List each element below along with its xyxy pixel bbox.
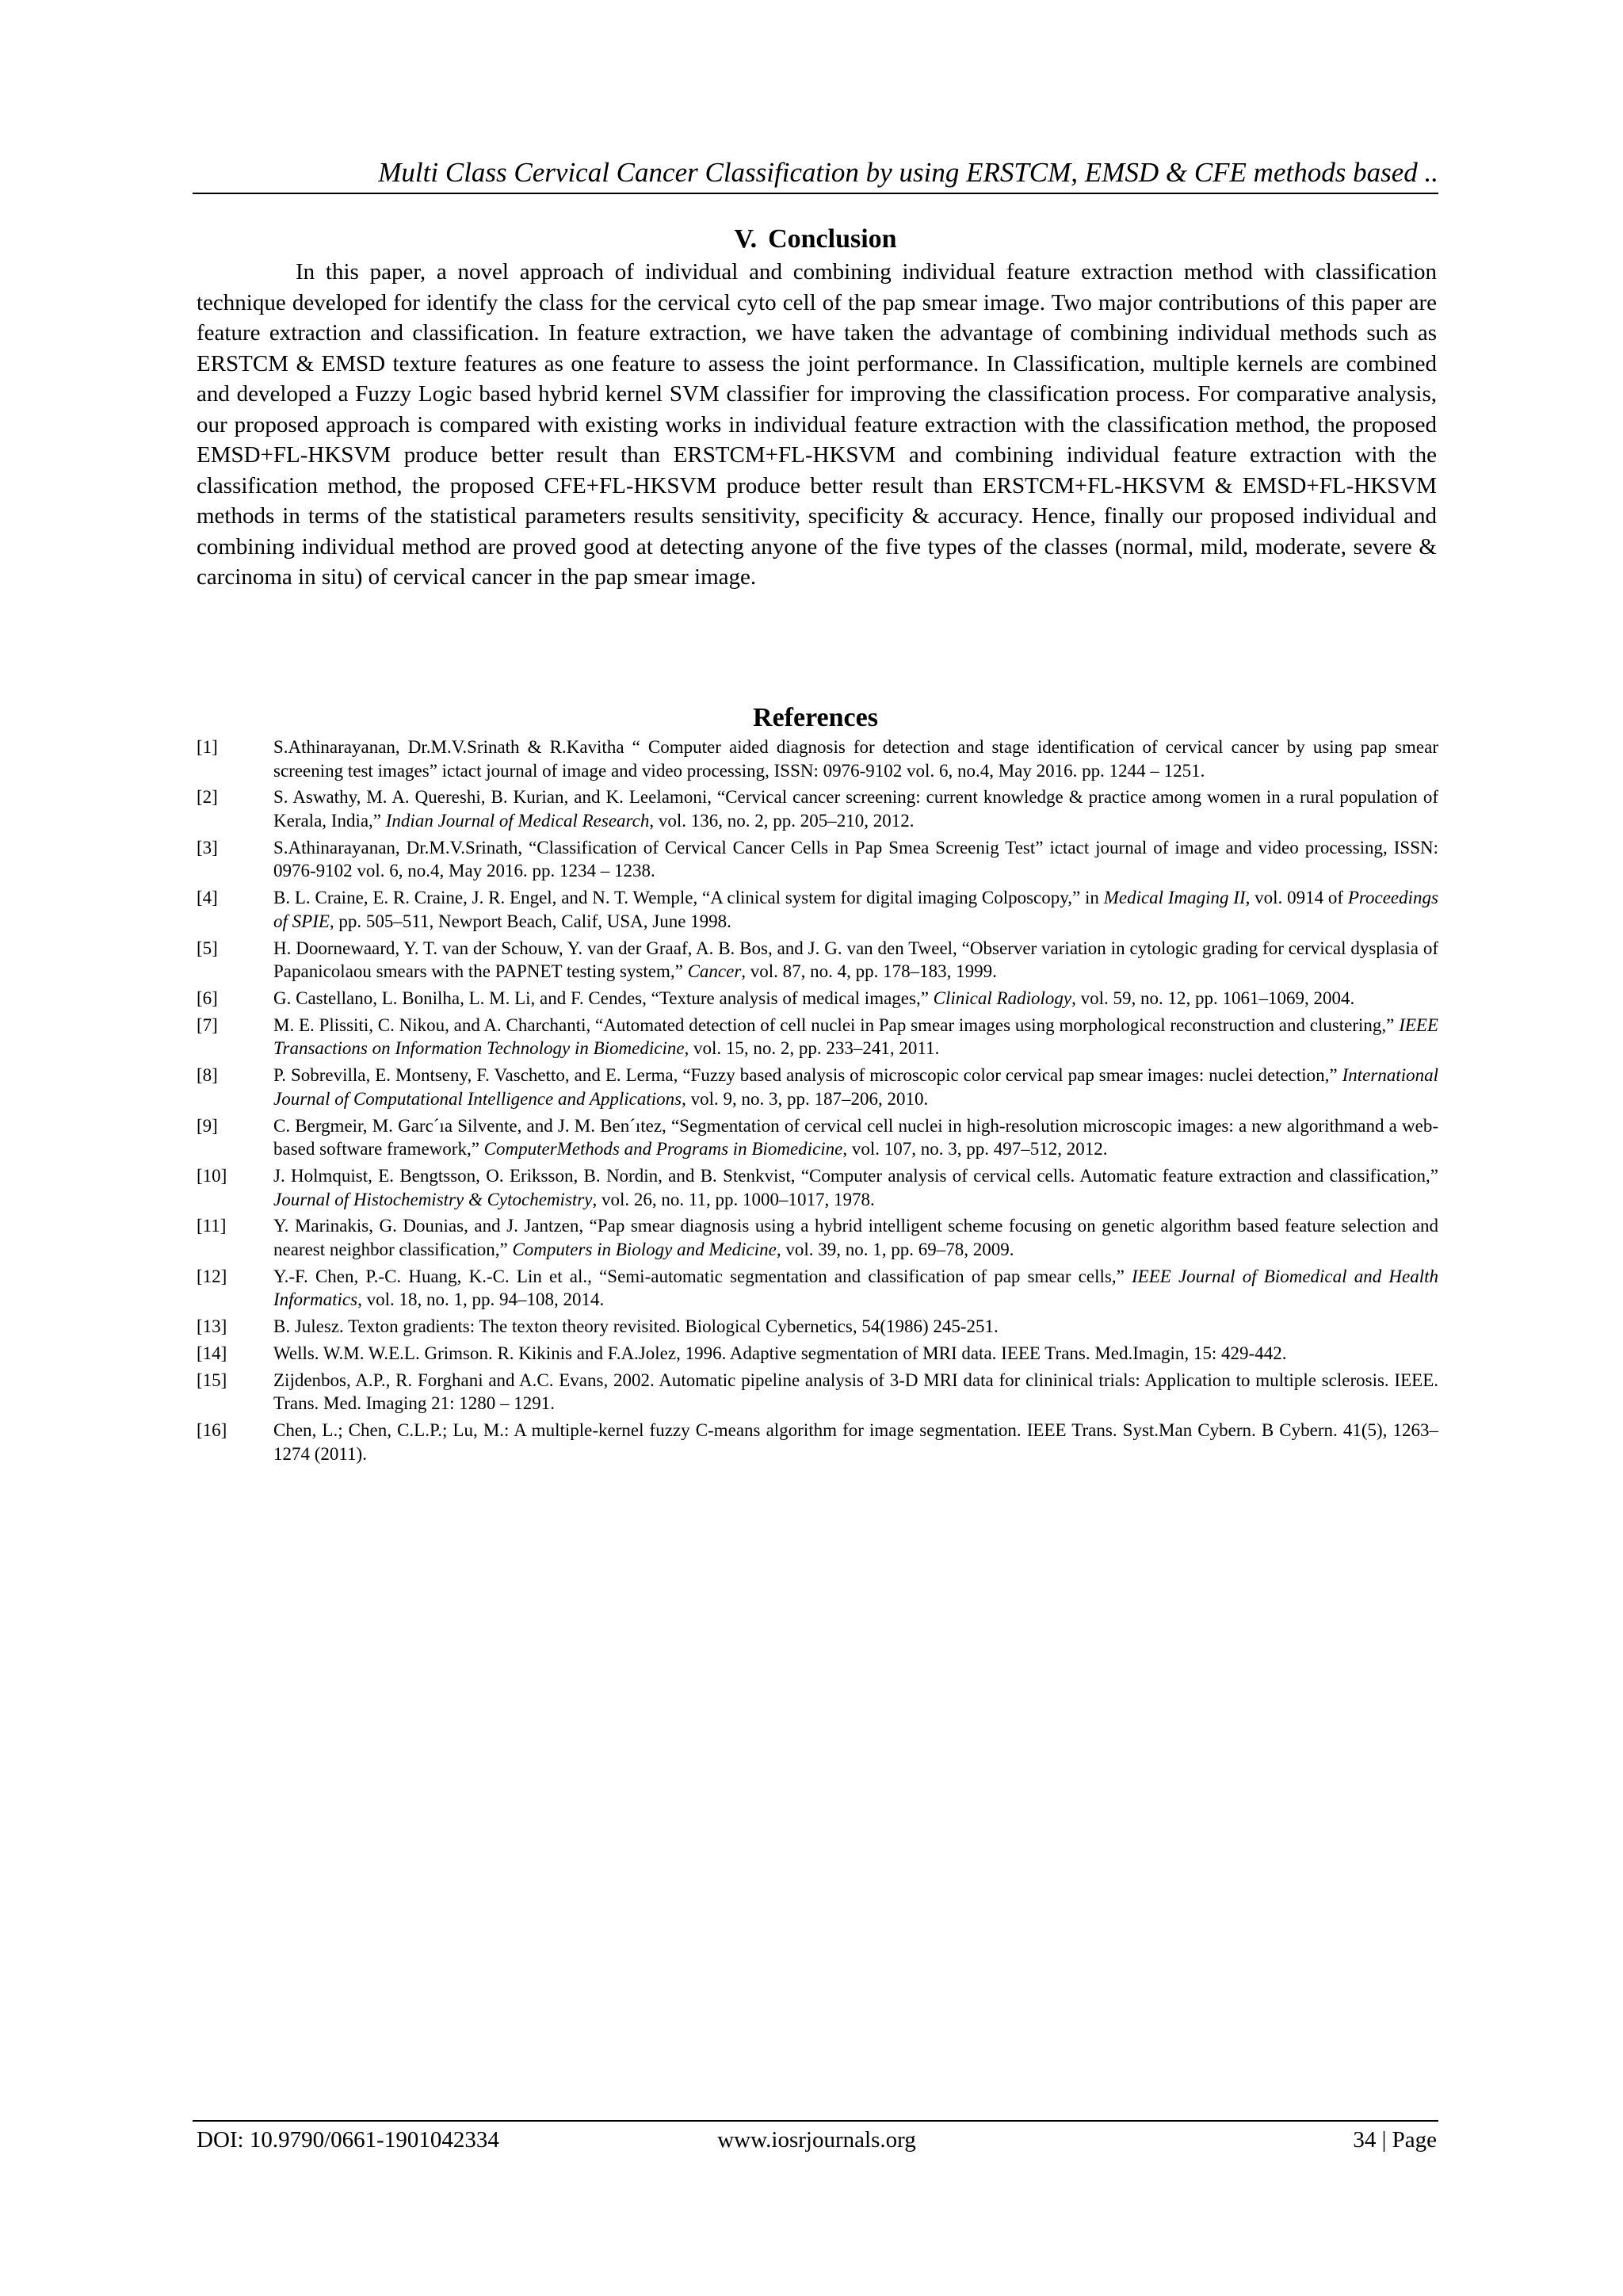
reference-number: [7]: [197, 1014, 218, 1035]
reference-source-title: Proceedings of SPIE: [273, 888, 1438, 931]
reference-text-segment: , vol. 59, no. 12, pp. 1061–1069, 2004.: [1071, 988, 1355, 1008]
reference-text-segment: S.Athinarayanan, Dr.M.V.Srinath & R.Kavitha “ Computer aided diagnosis for detection and stage identification of cervical cancer by using pap smear screening test images” ictact journal of image and video processing, ISSN: 0976-9102 vol. 6, no.4, May 2016. pp. 1244 – 1251.: [273, 737, 1438, 781]
reference-text: [273, 1266, 1438, 1310]
footer-rule: [193, 2120, 1438, 2122]
reference-text: [273, 838, 1438, 881]
reference-item: [197, 1419, 1438, 1465]
section-number: V.: [734, 224, 758, 254]
footer-website: www.iosrjournals.org: [717, 2127, 916, 2153]
reference-item: [197, 886, 1438, 933]
reference-number: [11]: [197, 1216, 227, 1236]
reference-text-segment: , vol. 87, no. 4, pp. 178–183, 1999.: [741, 961, 997, 982]
reference-text-segment: , pp. 505–511, Newport Beach, Calif, USA, June 1998.: [329, 911, 731, 931]
reference-text-segment: G. Castellano, L. Bonilha, L. M. Li, and F. Cendes, “Texture analysis of medical images,”: [273, 988, 934, 1008]
reference-source-title: Clinical Radiology: [933, 988, 1072, 1008]
reference-source-title: International Journal of Computational Intelligence and Applications: [273, 1065, 1438, 1109]
reference-text-segment: , vol. 9, no. 3, pp. 187–206, 2010.: [682, 1088, 929, 1109]
reference-number: [12]: [197, 1266, 227, 1286]
conclusion-paragraph: In this paper, a novel approach of individual and combining individual feature extraction method with classification technique developed for identify the class for the cervical cyto cell of the pap smear image. Two major contributions of this paper are feature extraction and classification. In feature extraction, we have taken the advantage of combining individual methods such as ERSTCM & EMSD texture features as one feature to assess the joint performance. In Classification, multiple kernels are combined and developed a Fuzzy Logic based hybrid kernel SVM classifier for improving the classification process. For comparative analysis, our proposed approach is compared with existing works in individual feature extraction with the classification method, the proposed EMSD+FL-HKSVM produce better result than ERSTCM+FL-HKSVM and combining individual feature extraction with the classification method, the proposed CFE+FL-HKSVM produce better result than ERSTCM+FL-HKSVM & EMSD+FL-HKSVM methods in terms of the statistical parameters results sensitivity, specificity & accuracy. Hence, finally our proposed individual and combining individual method are proved good at detecting anyone of the five types of the classes (normal, mild, moderate, severe & carcinoma in situ) of cervical cancer in the pap smear image.: [197, 259, 1437, 590]
reference-text-segment: M. E. Plissiti, C. Nikou, and A. Charchanti, “Automated detection of cell nuclei in Pap smear images using morphological reconstruction and clustering,”: [273, 1014, 1400, 1035]
reference-text: [273, 1065, 1438, 1109]
reference-number: [15]: [197, 1370, 227, 1390]
reference-text-segment: , vol. 26, no. 11, pp. 1000–1017, 1978.: [592, 1189, 875, 1209]
reference-item: [197, 1369, 1438, 1415]
reference-text-segment: , vol. 107, no. 3, pp. 497–512, 2012.: [842, 1139, 1108, 1159]
reference-number: [13]: [197, 1316, 227, 1337]
reference-item: [197, 1265, 1438, 1312]
reference-item: [197, 1064, 1438, 1110]
reference-item: [197, 735, 1438, 782]
references-list: [197, 735, 1438, 1469]
section-heading: [193, 222, 1438, 257]
reference-text: [273, 1370, 1438, 1414]
reference-text: [273, 787, 1438, 831]
reference-text: [273, 1216, 1438, 1259]
reference-text: [273, 1116, 1438, 1159]
reference-text-segment: S.Athinarayanan, Dr.M.V.Srinath, “Classification of Cervical Cancer Cells in Pap Smea Screenig Test” ictact journal of image and video processing, ISSN: 0976-9102 vol. 6, no.4, May 2016. pp. 1234 – 1238.: [273, 837, 1438, 881]
reference-text-segment: C. Bergmeir, M. Garc´ıa Silvente, and J. M. Ben´ıtez, “Segmentation of cervical cell nuclei in high-resolution microscopic images: a new algorithmand a web-based software framework,”: [273, 1115, 1438, 1159]
reference-item: [197, 1342, 1438, 1366]
reference-text-segment: S. Aswathy, M. A. Quereshi, B. Kurian, and K. Leelamoni, “Cervical cancer screening: current knowledge & practice among women in a rural population of Kerala, India,”: [273, 787, 1438, 831]
reference-source-title: IEEE Transactions on Information Technology in Biomedicine: [273, 1014, 1438, 1059]
reference-source-title: Cancer: [687, 961, 742, 982]
reference-source-title: Medical Imaging II: [1103, 888, 1246, 908]
reference-text-segment: Zijdenbos, A.P., R. Forghani and A.C. Evans, 2002. Automatic pipeline analysis of 3-D MRI data for clininical trials: Application to multiple sclerosis. IEEE. Trans. Med. Imaging 21: 1280 – 1291.: [273, 1370, 1438, 1414]
reference-source-title: IEEE Journal of Biomedical and Health Informatics: [273, 1266, 1438, 1310]
reference-source-title: Computers in Biology and Medicine: [512, 1239, 777, 1259]
reference-text-segment: , vol. 18, no. 1, pp. 94–108, 2014.: [357, 1289, 605, 1310]
reference-text-segment: , vol. 136, no. 2, pp. 205–210, 2012.: [649, 810, 915, 831]
reference-text: [273, 1420, 1438, 1464]
reference-number: [5]: [197, 938, 218, 958]
reference-number: [9]: [197, 1115, 218, 1136]
reference-number: [8]: [197, 1065, 218, 1086]
reference-text-segment: J. Holmquist, E. Bengtsson, O. Eriksson, B. Nordin, and B. Stenkvist, “Computer analysis of cervical cells. Automatic feature extraction and classification,”: [273, 1166, 1438, 1186]
reference-text: [273, 988, 1354, 1008]
reference-item: [197, 937, 1438, 984]
reference-item: [197, 1114, 1438, 1161]
reference-text-segment: Chen, L.; Chen, C.L.P.; Lu, M.: A multiple-kernel fuzzy C-means algorithm for image segmentation. IEEE Trans. Syst.Man Cybern. B Cybern. 41(5), 1263–1274 (2011).: [273, 1420, 1438, 1464]
reference-text-segment: B. Julesz. Texton gradients: The texton theory revisited. Biological Cybernetics, 54(1986) 245-251.: [273, 1316, 999, 1337]
reference-text: [273, 938, 1438, 982]
footer-page-number: 34 | Page: [1353, 2127, 1437, 2153]
reference-item: [197, 987, 1438, 1010]
reference-text-segment: Y.-F. Chen, P.-C. Huang, K.-C. Lin et al., “Semi-automatic segmentation and classification of pap smear cells,”: [273, 1266, 1132, 1286]
reference-item: [197, 1214, 1438, 1261]
reference-number: [2]: [197, 787, 218, 808]
reference-number: [1]: [197, 737, 218, 757]
reference-text-segment: , vol. 0914 of: [1245, 888, 1348, 908]
reference-text-segment: , vol. 39, no. 1, pp. 69–78, 2009.: [776, 1239, 1014, 1259]
references-heading: References: [753, 703, 878, 732]
reference-number: [6]: [197, 988, 218, 1008]
reference-item: [197, 1164, 1438, 1211]
reference-text-segment: P. Sobrevilla, E. Montseny, F. Vaschetto, and E. Lerma, “Fuzzy based analysis of microscopic color cervical pap smear images: nuclei detection,”: [273, 1065, 1342, 1086]
reference-text: [273, 1343, 1286, 1363]
reference-source-title: Journal of Histochemistry & Cytochemistry: [273, 1189, 593, 1209]
reference-number: [16]: [197, 1420, 227, 1441]
running-header: Multi Class Cervical Cancer Classification by using ERSTCM, EMSD & CFE methods based ..: [378, 157, 1438, 188]
reference-text-segment: B. L. Craine, E. R. Craine, J. R. Engel, and N. T. Wemple, “A clinical system for digital imaging Colposcopy,” in: [273, 888, 1104, 908]
section-title: Conclusion: [768, 224, 897, 254]
reference-text: [273, 1166, 1438, 1209]
reference-number: [4]: [197, 888, 218, 908]
footer-doi: DOI: 10.9790/0661-1901042334: [197, 2127, 499, 2153]
reference-number: [3]: [197, 837, 218, 858]
reference-text-segment: H. Doornewaard, Y. T. van der Schouw, Y. van der Graaf, A. B. Bos, and J. G. van den Tweel, “Observer variation in cytologic grading for cervical dysplasia of Papanicolaou smears with the PAPNET testing system,”: [273, 938, 1438, 982]
reference-text-segment: , vol. 15, no. 2, pp. 233–241, 2011.: [684, 1038, 940, 1059]
reference-item: [197, 836, 1438, 883]
reference-item: [197, 785, 1438, 832]
reference-text-segment: Wells. W.M. W.E.L. Grimson. R. Kikinis and F.A.Jolez, 1996. Adaptive segmentation of MRI data. IEEE Trans. Med.Imagin, 15: 429-442.: [273, 1343, 1287, 1364]
reference-text: [273, 737, 1438, 781]
reference-number: [10]: [197, 1166, 227, 1186]
reference-source-title: Indian Journal of Medical Research: [385, 810, 650, 831]
reference-item: [197, 1014, 1438, 1060]
reference-text: [273, 1015, 1438, 1059]
reference-text-segment: Y. Marinakis, G. Dounias, and J. Jantzen, “Pap smear diagnosis using a hybrid intelligent scheme focusing on genetic algorithm based feature selection and nearest neighbor classification,”: [273, 1216, 1438, 1259]
reference-number: [14]: [197, 1343, 227, 1364]
reference-source-title: ComputerMethods and Programs in Biomedicine: [483, 1139, 843, 1159]
reference-item: [197, 1315, 1438, 1339]
reference-text: [273, 1316, 999, 1336]
reference-text: [273, 888, 1438, 931]
header-rule: [193, 193, 1438, 194]
